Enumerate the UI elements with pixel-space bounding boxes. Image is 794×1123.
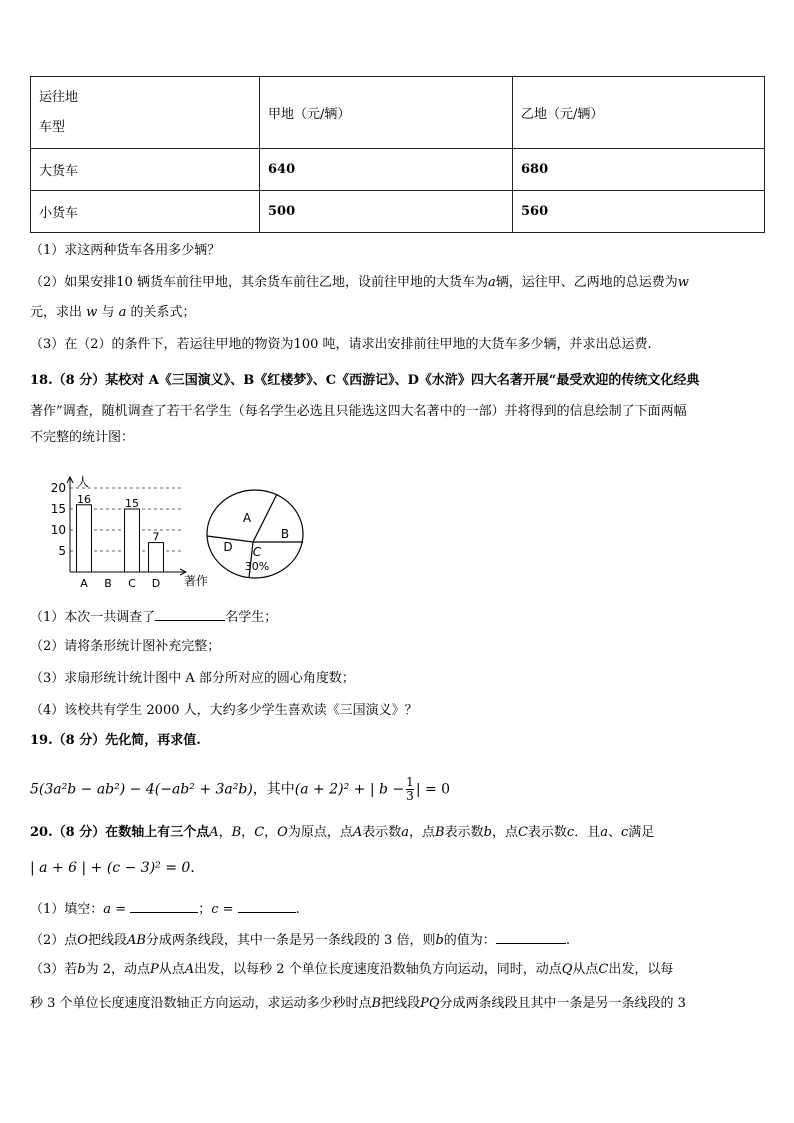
pie-slice-label: D <box>223 540 233 554</box>
q18-line2: 著作”调查，随机调查了若干名学生（每名学生必选且只能选这四大名著中的一部）并将得到的信息绘制了下面两幅 <box>30 404 687 419</box>
bar-value-label: 16 <box>77 492 91 506</box>
table-row <box>31 191 765 233</box>
y-tick-label: 10 <box>50 523 66 537</box>
q18-line1: 18.（8 分）某校对 A《三国演义》、B《红楼梦》、C《西游记》、D《水浒》四大名著开展“最受欢迎的传统文化经典 <box>30 373 700 388</box>
q18-part2: （2）请将条形统计图补充完整； <box>30 639 221 654</box>
q17-part1: （1）求这两种货车各用多少辆？ <box>30 243 221 258</box>
x-tick-label: A <box>80 577 88 590</box>
q17-part2-line2: 元，求出 w 与 a 的关系式； <box>30 305 196 320</box>
y-tick-label: 5 <box>58 544 66 558</box>
q19-expression: 5(3a²b − ab²) − 4(−ab² + 3a²b)，其中(a + 2)² + | b − $\frac{1}{3}$ | = 0 <box>30 775 451 803</box>
table-header-col1: 甲地（元/辆） <box>260 77 513 149</box>
answer-blank-a[interactable] <box>130 899 198 913</box>
table-cell: 640 <box>260 149 513 191</box>
table-cell: 680 <box>513 149 765 191</box>
x-tick-label: D <box>151 577 161 590</box>
q20-condition: | a + 6 | + (c − 3)² = 0． <box>30 860 205 876</box>
x-tick-label: C <box>128 577 136 590</box>
answer-blank[interactable] <box>155 607 225 621</box>
q20-part3-line1: （3）若b为 2，动点P从点A出发，以每秒 2 个单位长度速度沿数轴负方向运动，同时，动点Q从点C出发，以每 <box>30 962 674 977</box>
y-axis-label: 人 <box>77 475 90 489</box>
pie-slice-label: A <box>242 511 252 525</box>
table-cell: 500 <box>260 191 513 233</box>
q20-part1: （1）填空：a = ；c = . <box>30 899 300 918</box>
answer-blank-c[interactable] <box>238 899 296 913</box>
table-cell-type: 小货车 <box>31 191 260 233</box>
q18-part3: （3）求扇形统计统计图中 A 部分所对应的圆心角度数； <box>30 671 355 686</box>
bar-value-label: 7 <box>152 530 160 544</box>
pie-annotation: 30% <box>244 560 270 573</box>
table-header-col2: 乙地（元/辆） <box>513 77 765 149</box>
table-header-corner: 运往地 车型 <box>31 77 260 149</box>
q20-part3-line2: 秒 3 个单位长度速度沿数轴正方向运动，求运动多少秒时点B把线段PQ分成两条线段且其中一条是另一条线段的 3 <box>30 996 686 1011</box>
bar <box>149 543 164 572</box>
bar-chart <box>40 474 220 592</box>
bar-value-label: 15 <box>125 497 139 510</box>
q18-part1: （1）本次一共调查了 名学生； <box>30 607 277 626</box>
y-tick-label: 20 <box>50 481 66 495</box>
q20-line1: 20.（8 分）在数轴上有三个点A，B，C，O为原点，点A表示数a，点B表示数b，点C表示数c．且a、c满足 <box>30 825 655 840</box>
pie-chart <box>204 488 306 580</box>
table-cell: 560 <box>513 191 765 233</box>
x-tick-label: B <box>104 577 112 590</box>
pie-slice-label: C <box>252 545 262 559</box>
q18-line3: 不完整的统计图： <box>30 430 135 445</box>
q18-part4: （4）该校共有学生 2000 人，大约多少学生喜欢读《三国演义》？ <box>30 703 418 718</box>
q19-title: 19.（8 分）先化简，再求值. <box>30 733 201 748</box>
table-cell-type: 大货车 <box>31 149 260 191</box>
cost-table <box>30 76 765 233</box>
pie-slice-label: B <box>280 527 290 541</box>
q17-part3: （3）在（2）的条件下，若运往甲地的物资为100 吨，请求出安排前往甲地的大货车多少辆，并求出总运费. <box>30 337 652 352</box>
answer-blank-b[interactable] <box>496 930 566 944</box>
y-tick-label: 15 <box>50 502 66 516</box>
q17-part2-line1: （2）如果安排10 辆货车前往甲地，其余货车前往乙地，设前往甲地的大货车为a辆，运往甲、乙两地的总运费为w <box>30 275 689 290</box>
bar <box>77 505 92 572</box>
table-row <box>31 149 765 191</box>
x-axis-label: 著作 <box>184 574 209 588</box>
q20-part2: （2）点O把线段AB分成两条线段，其中一条是另一条线段的 3 倍，则b的值为： . <box>30 930 570 949</box>
bar <box>125 509 140 572</box>
